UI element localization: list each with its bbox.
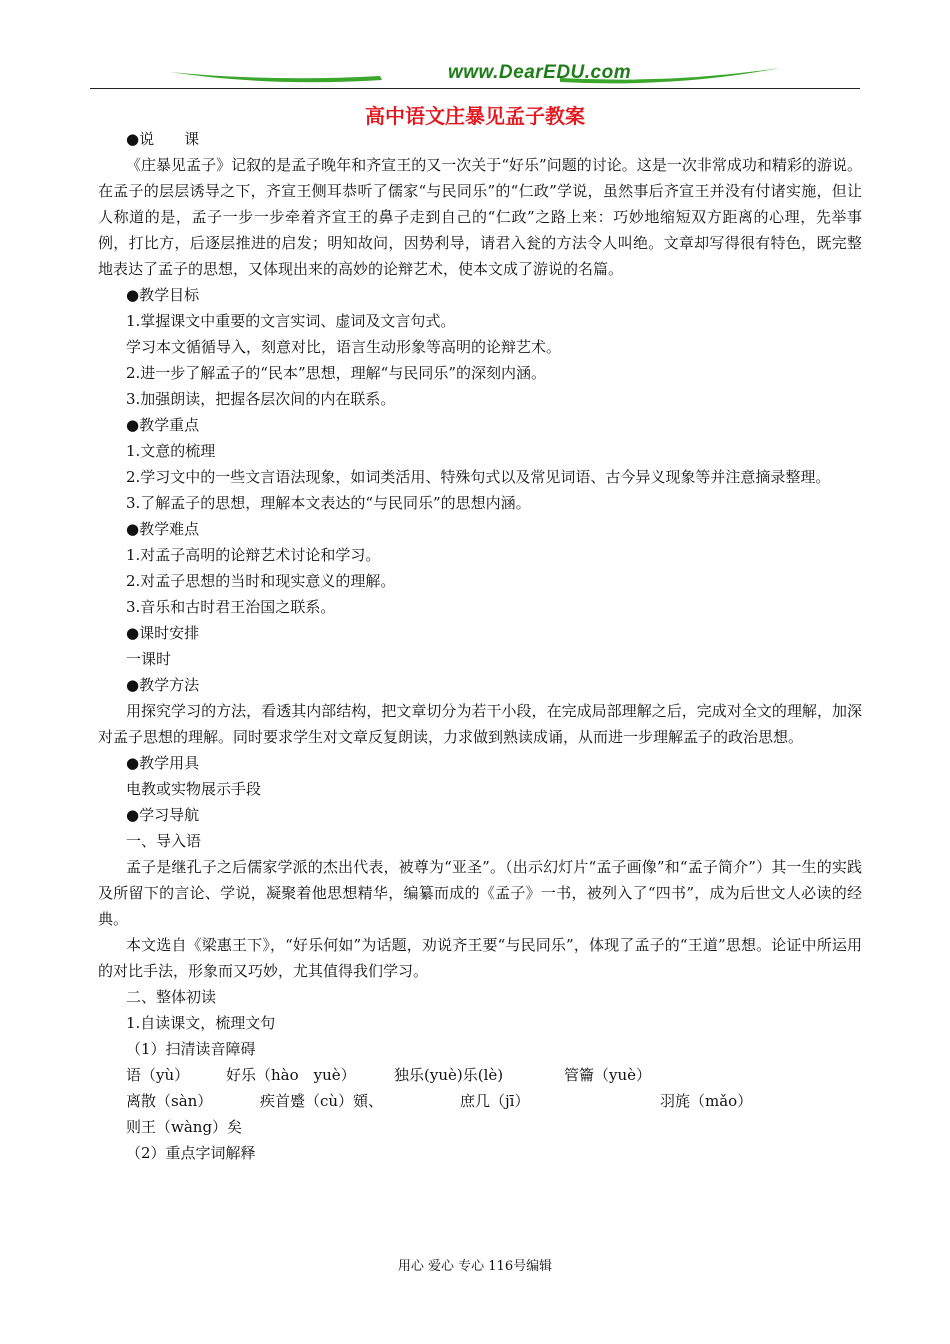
part1-heading: 一、导入语 [126, 832, 202, 850]
heading-keys: ●教学重点 [126, 416, 200, 434]
heading-shuoke: ●说 课 [126, 130, 200, 148]
pinyin-row: 则王（wàng）矣 [126, 1118, 243, 1136]
goal-item: 2.进一步了解孟子的“民本”思想，理解“与民同乐”的深刻内涵。 [126, 364, 546, 382]
paragraph-intro: 《庄暴见孟子》记叙的是孟子晚年和齐宣王的又一次关于“好乐”问题的讨论。这是一次非常成功和精彩的游说。在孟子的层层诱导之下，齐宣王侧耳恭听了儒家“与民同乐”的“仁政”学说，虽然事后齐宣王并没有付诸实施，但让人称道的是，孟子一步一步牵着齐宣王的鼻子走到自己的“仁政”之路上来：巧妙地缩短双方距离的心理，先举事例，打比方，后逐层推进的启发；明知故问，因势利导，请君入瓮的方法令人叫绝。文章却写得很有特色，既完整地表达了孟子的思想，又体现出来的高妙的论辩艺术，使本文成了游说的名篇。 [98, 156, 862, 278]
site-header [90, 60, 860, 90]
pinyin-row [98, 1062, 862, 1088]
tools-text: 电教或实物展示手段 [126, 780, 262, 798]
part1-paragraph: 孟子是继孔子之后儒家学派的杰出代表，被尊为“亚圣”。（出示幻灯片“孟子画像”和“孟子简介”）其一生的实践及所留下的言论、学说，凝聚着他思想精华，编纂而成的《孟子》一书，被列入了“四书”，成为后世文人必读的经典。 [98, 858, 862, 928]
pinyin-entry: 好乐（hào yuè） [226, 1066, 356, 1084]
heading-goals: ●教学目标 [126, 286, 200, 304]
part2-subitem: （1）扫清读音障碍 [126, 1040, 256, 1058]
heading-difficulties: ●教学难点 [126, 520, 200, 538]
pinyin-entry: 离散（sàn） [126, 1092, 213, 1110]
schedule-text: 一课时 [126, 650, 172, 668]
difficulty-item: 2.对孟子思想的当时和现实意义的理解。 [126, 572, 396, 590]
pinyin-entry: 疾首蹙（cù）頞、 [260, 1092, 384, 1110]
page-footer: 用心 爱心 专心 116号编辑 [397, 1259, 553, 1274]
heading-schedule: ●课时安排 [126, 624, 200, 642]
goal-item: 1.掌握课文中重要的文言实词、虚词及文言句式。 [126, 312, 456, 330]
pinyin-entry: 独乐(yuè)乐(lè) [394, 1066, 504, 1084]
pinyin-entry: 语（yù） [126, 1066, 190, 1084]
difficulty-item: 3.音乐和古时君王治国之联系。 [126, 598, 336, 616]
part2-heading: 二、整体初读 [126, 988, 217, 1006]
pinyin-entry: 庶几（jī） [460, 1092, 530, 1110]
part2-subitem: （2）重点字词解释 [126, 1144, 256, 1162]
page-title: 高中语文庄暴见孟子教案 [365, 104, 585, 128]
goal-item: 学习本文循循导入，刻意对比，语言生动形象等高明的论辩艺术。 [126, 338, 562, 356]
document-body [98, 126, 862, 1166]
method-text: 用探究学习的方法，看透其内部结构，把文章切分为若干小段，在完成局部理解之后，完成对全文的理解，加深对孟子思想的理解。同时要求学生对文章反复朗读，力求做到熟读成诵，从而进一步理解孟子的政治思想。 [98, 702, 862, 746]
difficulty-item: 1.对孟子高明的论辩艺术讨论和学习。 [126, 546, 381, 564]
part2-item: 1.自读课文，梳理文句 [126, 1014, 276, 1032]
site-logo[interactable]: www.DearEDU.com [448, 62, 632, 83]
pinyin-row [98, 1088, 862, 1114]
key-item: 1.文意的梳理 [126, 442, 216, 460]
key-item: 3.了解孟子的思想，理解本文表达的“与民同乐”的思想内涵。 [126, 494, 531, 512]
heading-guide: ●学习导航 [126, 806, 200, 824]
part1-paragraph: 本文选自《梁惠王下》，“好乐何如”为话题，劝说齐王要“与民同乐”，体现了孟子的“王道”思想。论证中所运用的对比手法，形象而又巧妙，尤其值得我们学习。 [98, 936, 862, 980]
key-item: 2.学习文中的一些文言语法现象，如词类活用、特殊句式以及常见词语、古今异义现象等并注意摘录整理。 [126, 468, 831, 486]
heading-method: ●教学方法 [126, 676, 200, 694]
goal-item: 3.加强朗读，把握各层次间的内在联系。 [126, 390, 396, 408]
pinyin-entry: 管籥（yuè） [564, 1066, 652, 1084]
heading-tools: ●教学用具 [126, 754, 200, 772]
pinyin-entry: 羽旄（mǎo） [660, 1092, 753, 1110]
header-divider [90, 88, 860, 89]
